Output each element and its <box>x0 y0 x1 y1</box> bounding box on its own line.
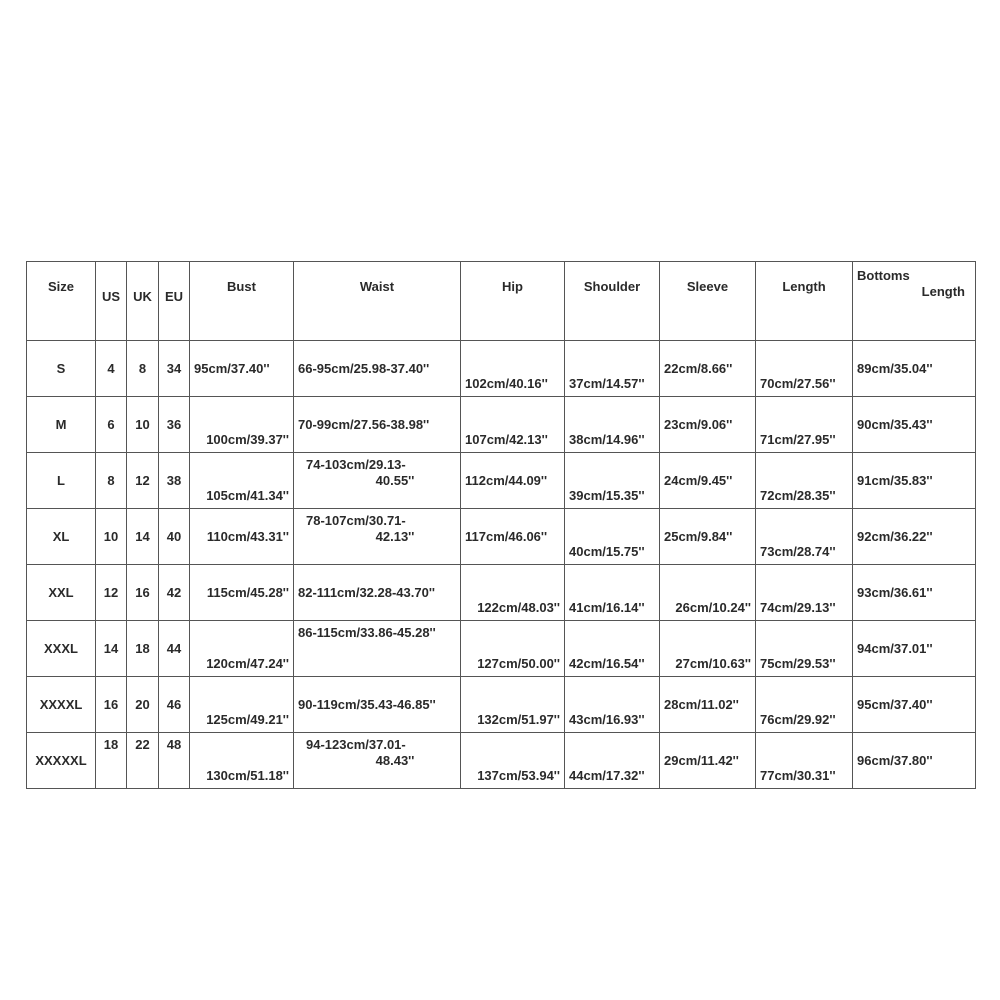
cell-eu: 38 <box>159 453 190 509</box>
header-bottoms-length-label: Length <box>921 284 965 299</box>
header-uk: UK <box>127 262 159 341</box>
header-size: Size <box>27 262 96 341</box>
cell-size: L <box>27 453 96 509</box>
cell-uk: 8 <box>127 341 159 397</box>
cell-us: 6 <box>96 397 127 453</box>
cell-sleeve: 25cm/9.84'' <box>660 509 756 565</box>
header-bottoms-length <box>853 262 976 341</box>
cell-size: M <box>27 397 96 453</box>
cell-bottoms-length: 95cm/37.40'' <box>853 677 976 733</box>
cell-bottoms-length: 92cm/36.22'' <box>853 509 976 565</box>
cell-size: XXXXL <box>27 677 96 733</box>
cell-us: 18 <box>96 733 127 789</box>
cell-size: XXXXXL <box>27 733 96 789</box>
cell-uk: 10 <box>127 397 159 453</box>
size-chart-table <box>26 261 976 789</box>
cell-shoulder: 37cm/14.57'' <box>565 341 660 397</box>
cell-waist: 90-119cm/35.43-46.85'' <box>294 677 461 733</box>
cell-hip: 112cm/44.09'' <box>461 453 565 509</box>
cell-uk: 22 <box>127 733 159 789</box>
cell-bottoms-length: 93cm/36.61'' <box>853 565 976 621</box>
cell-bust: 115cm/45.28'' <box>190 565 294 621</box>
cell-eu: 40 <box>159 509 190 565</box>
cell-size: XL <box>27 509 96 565</box>
cell-uk: 14 <box>127 509 159 565</box>
cell-hip: 102cm/40.16'' <box>461 341 565 397</box>
cell-waist: 86-115cm/33.86-45.28'' <box>294 621 461 677</box>
cell-bottoms-length: 91cm/35.83'' <box>853 453 976 509</box>
cell-waist-line-1: 78-107cm/30.71- <box>306 513 406 528</box>
cell-bust: 110cm/43.31'' <box>190 509 294 565</box>
cell-eu: 48 <box>159 733 190 789</box>
cell-bottoms-length: 94cm/37.01'' <box>853 621 976 677</box>
cell-length: 73cm/28.74'' <box>756 509 853 565</box>
header-row <box>27 262 976 341</box>
cell-sleeve: 26cm/10.24'' <box>660 565 756 621</box>
cell-shoulder: 41cm/16.14'' <box>565 565 660 621</box>
cell-sleeve: 22cm/8.66'' <box>660 341 756 397</box>
header-us: US <box>96 262 127 341</box>
cell-length: 72cm/28.35'' <box>756 453 853 509</box>
cell-bust: 120cm/47.24'' <box>190 621 294 677</box>
table-row <box>27 733 976 789</box>
table-row <box>27 677 976 733</box>
cell-length: 74cm/29.13'' <box>756 565 853 621</box>
cell-hip: 137cm/53.94'' <box>461 733 565 789</box>
table-row <box>27 341 976 397</box>
cell-waist-line-2: 48.43'' <box>375 753 415 768</box>
cell-waist-line-1: 94-123cm/37.01- <box>306 737 406 752</box>
cell-sleeve: 29cm/11.42'' <box>660 733 756 789</box>
header-hip: Hip <box>461 262 565 341</box>
cell-bottoms-length: 89cm/35.04'' <box>853 341 976 397</box>
cell-shoulder: 42cm/16.54'' <box>565 621 660 677</box>
cell-us: 4 <box>96 341 127 397</box>
header-eu: EU <box>159 262 190 341</box>
cell-waist <box>294 733 461 789</box>
cell-size: XXL <box>27 565 96 621</box>
cell-waist-line-1: 74-103cm/29.13- <box>306 457 406 472</box>
cell-shoulder: 38cm/14.96'' <box>565 397 660 453</box>
cell-size: XXXL <box>27 621 96 677</box>
cell-eu: 42 <box>159 565 190 621</box>
cell-waist-line-2: 42.13'' <box>375 529 415 544</box>
cell-waist: 70-99cm/27.56-38.98'' <box>294 397 461 453</box>
cell-sleeve: 23cm/9.06'' <box>660 397 756 453</box>
cell-waist-line-2: 40.55'' <box>375 473 415 488</box>
cell-bust: 95cm/37.40'' <box>190 341 294 397</box>
cell-eu: 44 <box>159 621 190 677</box>
cell-length: 70cm/27.56'' <box>756 341 853 397</box>
cell-uk: 18 <box>127 621 159 677</box>
cell-hip: 122cm/48.03'' <box>461 565 565 621</box>
cell-shoulder: 44cm/17.32'' <box>565 733 660 789</box>
cell-us: 12 <box>96 565 127 621</box>
cell-length: 76cm/29.92'' <box>756 677 853 733</box>
cell-sleeve: 27cm/10.63'' <box>660 621 756 677</box>
cell-eu: 46 <box>159 677 190 733</box>
cell-length: 71cm/27.95'' <box>756 397 853 453</box>
cell-size: S <box>27 341 96 397</box>
cell-uk: 20 <box>127 677 159 733</box>
header-bottoms-label: Bottoms <box>857 268 910 283</box>
cell-us: 10 <box>96 509 127 565</box>
cell-length: 75cm/29.53'' <box>756 621 853 677</box>
cell-uk: 12 <box>127 453 159 509</box>
table-row <box>27 565 976 621</box>
cell-bust: 100cm/39.37'' <box>190 397 294 453</box>
cell-waist <box>294 453 461 509</box>
table-row <box>27 509 976 565</box>
cell-eu: 36 <box>159 397 190 453</box>
cell-us: 16 <box>96 677 127 733</box>
cell-shoulder: 43cm/16.93'' <box>565 677 660 733</box>
cell-us: 8 <box>96 453 127 509</box>
cell-uk: 16 <box>127 565 159 621</box>
table-row <box>27 453 976 509</box>
header-waist: Waist <box>294 262 461 341</box>
cell-bottoms-length: 90cm/35.43'' <box>853 397 976 453</box>
cell-waist: 66-95cm/25.98-37.40'' <box>294 341 461 397</box>
cell-length: 77cm/30.31'' <box>756 733 853 789</box>
cell-us: 14 <box>96 621 127 677</box>
header-shoulder: Shoulder <box>565 262 660 341</box>
cell-sleeve: 28cm/11.02'' <box>660 677 756 733</box>
cell-hip: 127cm/50.00'' <box>461 621 565 677</box>
cell-hip: 117cm/46.06'' <box>461 509 565 565</box>
cell-waist: 82-111cm/32.28-43.70'' <box>294 565 461 621</box>
table-row <box>27 397 976 453</box>
table-row <box>27 621 976 677</box>
cell-eu: 34 <box>159 341 190 397</box>
header-length: Length <box>756 262 853 341</box>
cell-shoulder: 39cm/15.35'' <box>565 453 660 509</box>
cell-bottoms-length: 96cm/37.80'' <box>853 733 976 789</box>
cell-bust: 130cm/51.18'' <box>190 733 294 789</box>
header-sleeve: Sleeve <box>660 262 756 341</box>
header-bust: Bust <box>190 262 294 341</box>
cell-bust: 125cm/49.21'' <box>190 677 294 733</box>
cell-hip: 132cm/51.97'' <box>461 677 565 733</box>
cell-bust: 105cm/41.34'' <box>190 453 294 509</box>
cell-hip: 107cm/42.13'' <box>461 397 565 453</box>
cell-waist <box>294 509 461 565</box>
cell-shoulder: 40cm/15.75'' <box>565 509 660 565</box>
cell-sleeve: 24cm/9.45'' <box>660 453 756 509</box>
